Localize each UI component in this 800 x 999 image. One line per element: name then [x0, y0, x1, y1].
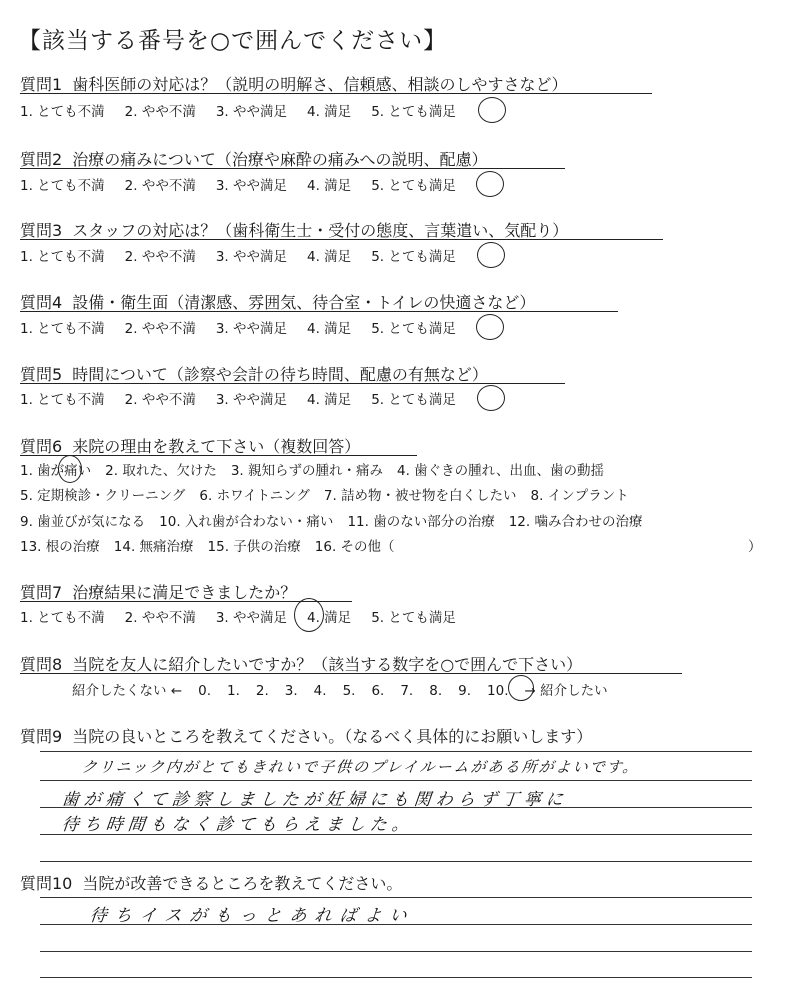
reason-9[interactable]: 9. 歯並びが気になる	[20, 514, 146, 530]
reason-3[interactable]: 3. 親知らずの腫れ・痛み	[230, 463, 384, 479]
option-4[interactable]: 4. 満足	[307, 392, 352, 408]
option-4[interactable]: 4. 満足	[307, 178, 352, 194]
q6-row-2	[20, 484, 643, 504]
question-8	[20, 652, 582, 675]
handwritten-answer-line: 待ちイスがもっとあればよい	[88, 906, 416, 926]
reason-12[interactable]: 12. 噛み合わせの治療	[508, 514, 643, 530]
score-10[interactable]: 10.	[487, 683, 509, 699]
question-10	[20, 871, 402, 894]
question-number: 質問3	[20, 221, 63, 240]
q3-options	[20, 245, 476, 265]
writing-line	[40, 861, 752, 862]
question-number: 質問7	[20, 583, 63, 602]
option-3[interactable]: 3. やや満足	[215, 610, 288, 626]
answer-circle	[508, 675, 534, 701]
question-number: 質問6	[20, 437, 63, 456]
handwritten-answer-line: 歯が痛くて診察しましたが妊婦にも関わらず丁寧に	[60, 790, 569, 810]
option-5[interactable]: 5. とても満足	[371, 104, 456, 120]
question-2	[20, 147, 488, 170]
answer-circle	[294, 598, 324, 632]
question-text: 当院の良いところを教えてください。（なるべく具体的にお願いします）	[72, 727, 593, 746]
answer-circle	[58, 455, 82, 483]
option-1[interactable]: 1. とても不満	[20, 392, 105, 408]
answer-circle	[478, 97, 506, 123]
score-7[interactable]: 7.	[400, 683, 414, 699]
question-text: 時間について（診察や会計の待ち時間、配慮の有無など）	[72, 365, 488, 384]
option-5[interactable]: 5. とても満足	[371, 249, 456, 265]
option-2[interactable]: 2. やや不満	[124, 321, 196, 337]
question-number: 質問5	[20, 365, 63, 384]
reason-10[interactable]: 10. 入れ歯が合わない・痛い	[159, 514, 334, 530]
question-text: スタッフの対応は？（歯科衛生士・受付の態度、言葉遣い、気配り）	[72, 221, 569, 240]
question-text: 来院の理由を教えて下さい（複数回答）	[72, 437, 361, 456]
q7-options	[20, 606, 476, 626]
q8-scale	[72, 679, 624, 699]
question-text: 設備・衛生面（清潔感、雰囲気、待合室・トイレの快適さなど）	[72, 293, 536, 312]
question-7	[20, 580, 296, 603]
answer-circle	[476, 314, 504, 340]
answer-circle	[477, 242, 505, 268]
option-5[interactable]: 5. とても満足	[371, 610, 456, 626]
option-5[interactable]: 5. とても満足	[371, 392, 456, 408]
option-5[interactable]: 5. とても満足	[371, 178, 456, 194]
reason-4[interactable]: 4. 歯ぐきの腫れ、出血、歯の動揺	[397, 463, 604, 479]
option-4[interactable]: 4. 満足	[307, 610, 352, 626]
underline	[20, 311, 618, 312]
question-text: 当院が改善できるところを教えてください。	[82, 874, 403, 893]
handwritten-answer-line: クリニック内がとてもきれいで子供のプレイルームがある所がよいです。	[81, 758, 641, 776]
reason-2[interactable]: 2. 取れた、欠けた	[105, 463, 217, 479]
question-6	[20, 434, 360, 457]
reason-1[interactable]: 1. 歯が痛い	[20, 463, 92, 479]
question-text: 歯科医師の対応は？（説明の明解さ、信頼感、相談のしやすさなど）	[72, 75, 568, 94]
question-1	[20, 72, 568, 95]
score-6[interactable]: 6.	[371, 683, 385, 699]
question-text: 治療結果に満足できましたか？	[72, 583, 297, 602]
writing-line	[40, 897, 752, 898]
option-1[interactable]: 1. とても不満	[20, 249, 105, 265]
option-3[interactable]: 3. やや満足	[215, 104, 288, 120]
reason-16[interactable]: 16. その他（	[314, 539, 395, 555]
underline	[20, 673, 682, 674]
option-5[interactable]: 5. とても満足	[371, 321, 456, 337]
other-close-paren: ）	[748, 539, 762, 555]
option-2[interactable]: 2. やや不満	[124, 392, 196, 408]
score-2[interactable]: 2.	[255, 683, 269, 699]
reason-11[interactable]: 11. 歯のない部分の治療	[347, 514, 495, 530]
option-4[interactable]: 4. 満足	[307, 104, 352, 120]
option-2[interactable]: 2. やや不満	[124, 610, 196, 626]
question-3	[20, 218, 568, 241]
q2-options	[20, 174, 476, 194]
score-3[interactable]: 3.	[284, 683, 298, 699]
reason-6[interactable]: 6. ホワイトニング	[199, 488, 310, 504]
writing-line	[40, 780, 752, 781]
question-number: 質問10	[20, 874, 73, 893]
option-3[interactable]: 3. やや満足	[215, 249, 288, 265]
handwritten-answer-line: 待ち時間もなく診てもらえました。	[60, 815, 415, 835]
q1-options	[20, 100, 476, 120]
question-9	[20, 724, 592, 747]
option-3[interactable]: 3. やや満足	[215, 178, 288, 194]
question-number: 質問4	[20, 293, 63, 312]
option-4[interactable]: 4. 満足	[307, 321, 352, 337]
score-0[interactable]: 0.	[198, 683, 211, 699]
writing-line	[40, 977, 752, 978]
writing-line	[40, 951, 752, 952]
answer-circle	[477, 385, 505, 411]
q6-row-4	[20, 535, 409, 555]
question-number: 質問2	[20, 150, 63, 169]
question-number: 質問8	[20, 655, 63, 674]
underline	[20, 455, 417, 456]
q6-row-1	[20, 459, 618, 479]
question-text: 当院を友人に紹介したいですか？（該当する数字を○で囲んで下さい）	[72, 655, 583, 674]
scale-right-label: → 紹介したい	[524, 683, 608, 699]
underline	[20, 383, 565, 384]
q4-options	[20, 317, 476, 337]
underline	[20, 168, 565, 169]
score-4[interactable]: 4.	[313, 683, 327, 699]
score-8[interactable]: 8.	[429, 683, 443, 699]
option-3[interactable]: 3. やや満足	[215, 392, 288, 408]
reason-5[interactable]: 5. 定期検診・クリーニング	[20, 488, 186, 504]
option-2[interactable]: 2. やや不満	[124, 104, 196, 120]
question-5	[20, 362, 488, 385]
option-1[interactable]: 1. とても不満	[20, 321, 105, 337]
score-9[interactable]: 9.	[458, 683, 472, 699]
q5-options	[20, 388, 476, 408]
score-1[interactable]: 1.	[227, 683, 240, 699]
question-4	[20, 290, 535, 313]
option-1[interactable]: 1. とても不満	[20, 178, 105, 194]
scale-left-label: 紹介したくない ←	[72, 683, 183, 699]
option-1[interactable]: 1. とても不満	[20, 610, 105, 626]
option-3[interactable]: 3. やや満足	[215, 321, 288, 337]
option-2[interactable]: 2. やや不満	[124, 178, 196, 194]
reason-8[interactable]: 8. インプラント	[530, 488, 629, 504]
reason-14[interactable]: 14. 無痛治療	[113, 539, 194, 555]
q6-row-3	[20, 510, 656, 530]
reason-7[interactable]: 7. 詰め物・被せ物を白くしたい	[323, 488, 517, 504]
question-number: 質問9	[20, 727, 63, 746]
score-5[interactable]: 5.	[342, 683, 356, 699]
underline	[20, 239, 663, 240]
option-2[interactable]: 2. やや不満	[124, 249, 196, 265]
underline	[20, 93, 652, 94]
form-title: 【該当する番号を○で囲んでください】	[18, 28, 448, 54]
reason-13[interactable]: 13. 根の治療	[20, 539, 100, 555]
question-number: 質問1	[20, 75, 63, 94]
writing-line	[40, 751, 752, 752]
reason-15[interactable]: 15. 子供の治療	[207, 539, 301, 555]
option-4[interactable]: 4. 満足	[307, 249, 352, 265]
option-1[interactable]: 1. とても不満	[20, 104, 105, 120]
answer-circle	[476, 171, 504, 197]
question-text: 治療の痛みについて（治療や麻酔の痛みへの説明、配慮）	[72, 150, 488, 169]
